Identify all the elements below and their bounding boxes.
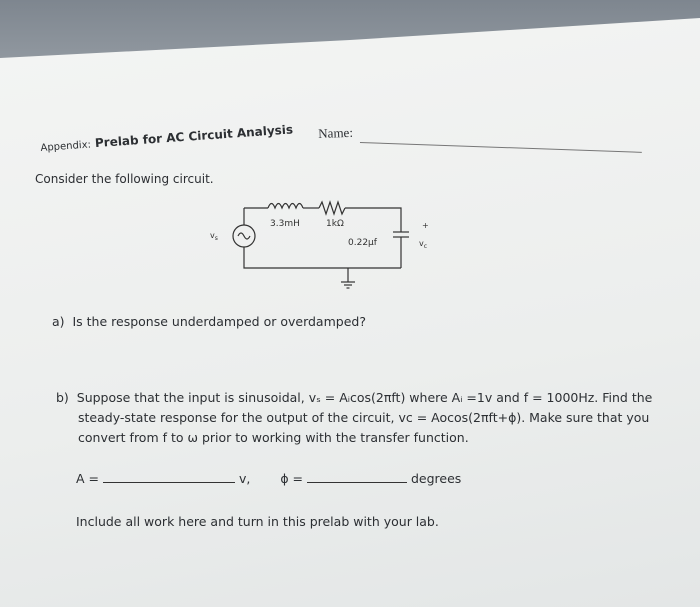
appendix-title: Prelab for AC Circuit Analysis <box>94 122 294 151</box>
inductor-label: 3.3mH <box>270 219 300 229</box>
phase-label: ϕ = <box>280 471 304 486</box>
source-label: $v_s$ <box>210 231 218 242</box>
question-a: a) Is the response underdamped or overdamped? <box>52 314 366 329</box>
question-b-line-1: b) Suppose that the input is sinusoidal, vₛ = Aᵢcos(2πft) where Aᵢ =1v and f = 1000Hz. Find the <box>56 390 653 405</box>
inductor-symbol <box>268 204 303 209</box>
question-b-line-3: convert from f to ω prior to working with the transfer function. <box>78 430 469 445</box>
capacitor-label: 0.22μf <box>348 238 377 248</box>
output-plus-sign: + <box>422 221 429 230</box>
phase-blank[interactable] <box>307 470 407 483</box>
output-label: $v_c$ <box>419 239 428 250</box>
name-label: Name: <box>318 124 354 141</box>
resistor-label: 1kΩ <box>326 219 344 229</box>
intro-text: Consider the following circuit. <box>35 172 214 186</box>
question-b <box>56 388 676 448</box>
question-b-line-2: steady-state response for the output of the circuit, vc = Aocos(2πft+ϕ). Make sure that you <box>78 410 650 425</box>
amplitude-blank[interactable] <box>103 470 235 483</box>
answer-line <box>76 470 461 486</box>
instructions-footer: Include all work here and turn in this prelab with your lab. <box>76 514 439 529</box>
appendix-lead: Appendix: <box>40 139 92 154</box>
resistor-symbol <box>319 202 345 214</box>
circuit-diagram <box>196 188 436 298</box>
tilde-icon <box>238 233 250 239</box>
amplitude-unit: v, <box>238 471 251 486</box>
amplitude-label: A = <box>76 471 99 486</box>
phase-unit: degrees <box>410 471 462 486</box>
